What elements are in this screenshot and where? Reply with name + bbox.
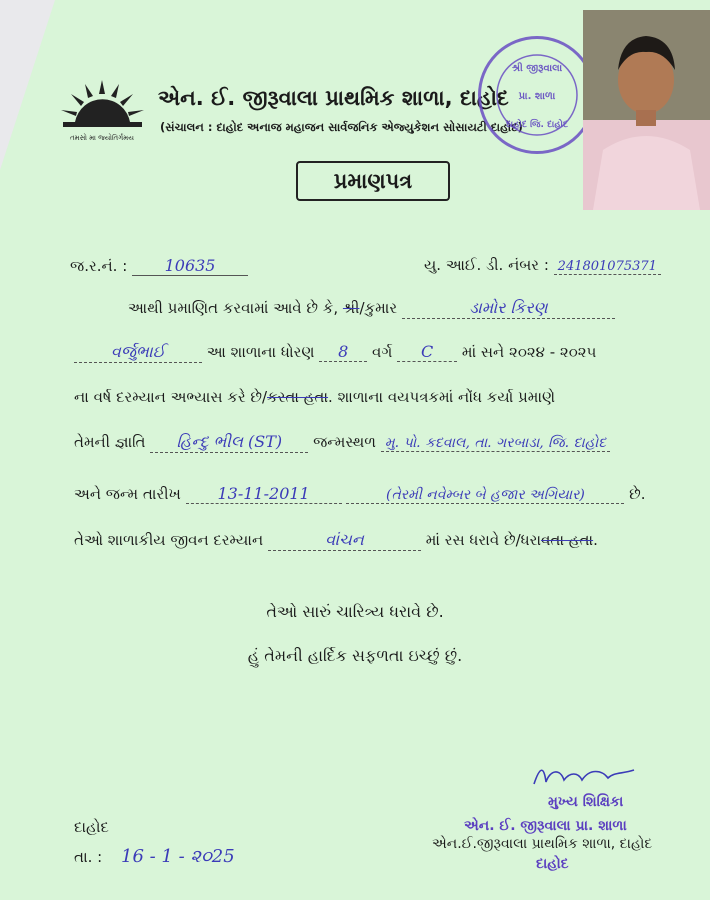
class-label: વર્ગ (372, 343, 393, 361)
dob-words: (તેરમી નવેમ્બર બે હજાર અગિયાર) (346, 487, 624, 504)
school-name: એન. ઈ. જીરૂવાલા પ્રાથમિક શાળા, દાહોદ (158, 86, 509, 110)
birthplace-value: મુ. પો. કદવાલ, તા. ગરબાડા, જિ. દાહોદ (381, 435, 610, 452)
year-value: ૨૦૨૪ - ૨૦૨૫ (509, 343, 597, 361)
certificate-title: પ્રમાણપત્ર (296, 161, 450, 201)
place: દાહોદ (74, 818, 109, 836)
uid-label: યુ. આઈ. ડી. નંબર : (424, 256, 549, 274)
dob-suffix: છે. (629, 485, 646, 503)
gr-label: જ.ર.નં. : (70, 257, 128, 275)
stamp-line1: એન. ઈ. જીરૂવાલા પ્રા. શાળા (464, 818, 627, 834)
std-row (74, 342, 596, 363)
uid-value: 241801075371 (554, 259, 661, 275)
date-row (74, 846, 235, 867)
school-logo (55, 72, 150, 147)
dob-label: અને જન્મ તારીખ (74, 485, 181, 503)
dob-value: 13-11-2011 (186, 484, 342, 504)
caste-value: હિન્દુ ભીલ (ST) (150, 432, 308, 453)
school-std-text: આ શાળાના ધોરણ (206, 343, 315, 361)
stamp-line2: દાહોદ (536, 856, 569, 872)
interest-struck: વતા હતા (541, 531, 594, 549)
date-value: 16 - 1 - ૨૦25 (121, 846, 235, 867)
study-row: ના વર્ષ દરમ્યાન અભ્યાસ કરે છે/કરતા હતા. શાળાના વયપત્રકમાં નોંધ કર્યા પ્રમાણે (74, 388, 556, 406)
remark-wishes: હું તેમની હાર્દિક સફળતા ઇચ્છું છું. (247, 646, 463, 665)
signatory-title: મુખ્ય શિક્ષિકા (548, 794, 624, 810)
school-footer: એન.ઈ.જીરૂવાલા પ્રાથમિક શાળા, દાહોદ (432, 836, 653, 852)
title-kumar: /કુમાર (359, 299, 398, 317)
year-label: માં સને (461, 343, 505, 361)
interest-value: વાંચન (268, 530, 421, 551)
caste-row (74, 432, 610, 453)
year-suffix: ના વર્ષ દરમ્યાન અભ્યાસ કરે છે (74, 388, 262, 406)
seal-line1: શ્રી જીરૂવાલા (511, 63, 563, 74)
page-corner-fold (0, 0, 55, 170)
certify-prefix: આથી પ્રમાણિત કરવામાં આવે છે કે, (128, 299, 339, 317)
seal-line3: દાહોદ જિ. દાહોદ (505, 120, 569, 130)
certify-row (128, 298, 615, 319)
dob-row (74, 484, 646, 504)
father-name: વર્જુભાઈ (74, 342, 202, 363)
interest-suffix: માં રસ ધરાવે છે/ધરા (425, 531, 542, 549)
logo-caption: તમસો મા જ્યોતિર્ગમય (70, 134, 134, 142)
gr-row (70, 256, 248, 276)
school-management: (સંચાલન : દાહોદ અનાજ મહાજન સાર્વજનિક એજ્યુકેશન સોસાયટી દાહોદ) (160, 120, 523, 134)
studied-struck: કરતા હતા (267, 388, 329, 406)
class-value: C (397, 342, 457, 362)
seal-line2: પ્રા. શાળા (518, 91, 556, 102)
school-seal (478, 36, 596, 154)
signature (530, 762, 640, 792)
interest-row: તેઓ શાળાકીય જીવન દરમ્યાન વાંચન માં રસ ધરાવે છે/ધરાવતા હતા. (74, 530, 598, 549)
birthplace-label: જન્મસ્થળ (313, 433, 377, 451)
register-text: શાળાના વયપત્રકમાં નોંધ કર્યા પ્રમાણે (337, 388, 556, 406)
remark-character: તેઓ સારું ચારિત્ર્ય ધરાવે છે. (266, 602, 444, 621)
caste-label: તેમની જ્ઞાતિ (74, 433, 146, 451)
student-name: ડામોર કિરણ (402, 298, 615, 319)
date-label: તા. : (74, 848, 103, 866)
interest-label: તેઓ શાળાકીય જીવન દરમ્યાન (74, 531, 264, 549)
std-value: 8 (319, 342, 367, 362)
gr-value: 10635 (132, 256, 248, 276)
title-shri: શ્રી (342, 299, 360, 317)
uid-row (424, 256, 661, 275)
student-photo (583, 10, 710, 210)
